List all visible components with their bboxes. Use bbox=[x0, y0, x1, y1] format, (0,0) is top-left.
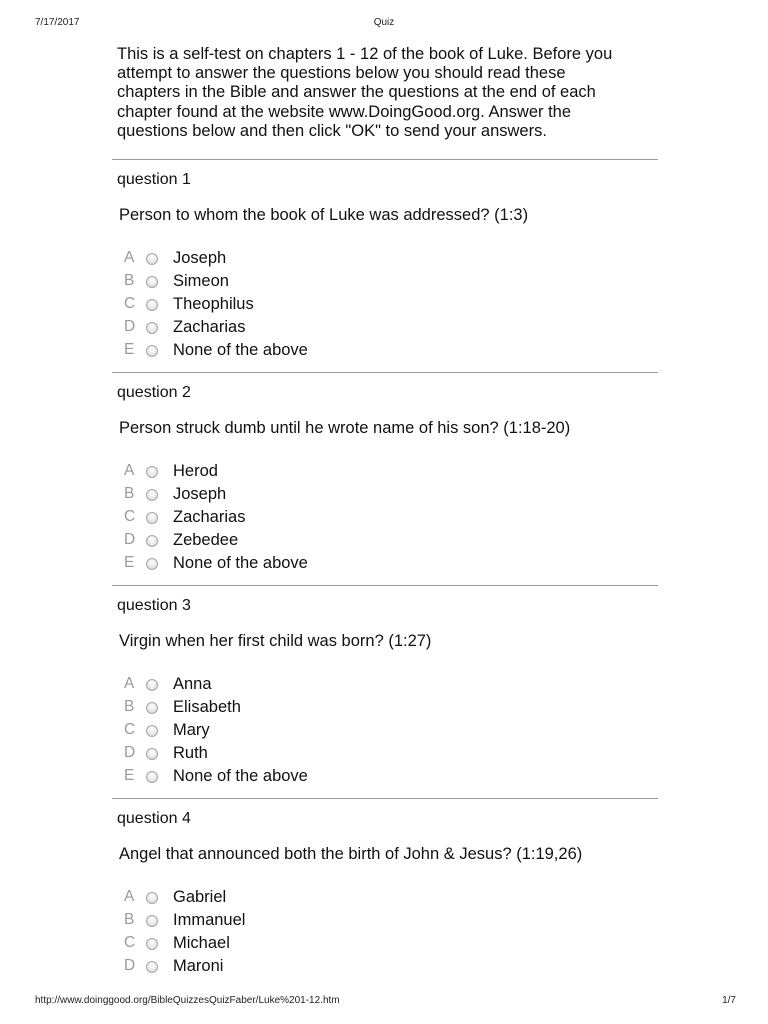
option-text: Theophilus bbox=[173, 295, 254, 313]
answer-option-a[interactable] bbox=[124, 462, 524, 485]
option-letter: E bbox=[124, 341, 135, 358]
radio-button[interactable] bbox=[146, 771, 158, 783]
radio-button[interactable] bbox=[146, 938, 158, 950]
answer-option-e[interactable] bbox=[124, 554, 524, 577]
page-url: http://www.doinggood.org/BibleQuizzesQuizFaber/Luke%201-12.htm bbox=[35, 995, 340, 1006]
radio-button[interactable] bbox=[146, 702, 158, 714]
question-block-4 bbox=[112, 798, 658, 981]
intro-line: chapter found at the website www.DoingGood.org. Answer the bbox=[117, 102, 572, 121]
page-number: 1/7 bbox=[722, 995, 736, 1006]
answer-option-b[interactable] bbox=[124, 911, 524, 934]
intro-line: questions below and then click "OK" to send your answers. bbox=[117, 121, 547, 140]
option-letter: C bbox=[124, 295, 136, 312]
question-text: Person to whom the book of Luke was addressed? (1:3) bbox=[119, 206, 529, 224]
option-text: Zacharias bbox=[173, 318, 246, 336]
question-label: question 4 bbox=[117, 810, 191, 827]
radio-button[interactable] bbox=[146, 489, 158, 501]
answer-options bbox=[124, 675, 524, 790]
answer-option-d[interactable] bbox=[124, 318, 524, 341]
answer-option-c[interactable] bbox=[124, 934, 524, 957]
option-text: Joseph bbox=[173, 249, 227, 267]
answer-option-a[interactable] bbox=[124, 888, 524, 911]
print-header bbox=[0, 17, 768, 31]
answer-option-c[interactable] bbox=[124, 721, 524, 744]
option-letter: C bbox=[124, 508, 136, 525]
option-letter: D bbox=[124, 957, 136, 974]
radio-button[interactable] bbox=[146, 322, 158, 334]
radio-button[interactable] bbox=[146, 535, 158, 547]
print-date: 7/17/2017 bbox=[35, 17, 80, 28]
question-text: Virgin when her first child was born? (1:27) bbox=[119, 632, 432, 650]
print-page-title: Quiz bbox=[373, 17, 395, 28]
option-text: Mary bbox=[173, 721, 210, 739]
answer-options bbox=[124, 249, 524, 364]
option-text: Simeon bbox=[173, 272, 229, 290]
answer-option-e[interactable] bbox=[124, 341, 524, 364]
answer-option-c[interactable] bbox=[124, 508, 524, 531]
question-block-1 bbox=[112, 159, 658, 372]
question-label: question 2 bbox=[117, 384, 191, 401]
option-text: Gabriel bbox=[173, 888, 227, 906]
option-text: Anna bbox=[173, 675, 212, 693]
option-letter: D bbox=[124, 318, 136, 335]
option-text: None of the above bbox=[173, 554, 308, 572]
answer-option-c[interactable] bbox=[124, 295, 524, 318]
option-text: Joseph bbox=[173, 485, 227, 503]
option-letter: B bbox=[124, 911, 135, 928]
question-text: Person struck dumb until he wrote name of his son? (1:18-20) bbox=[119, 419, 571, 437]
answer-option-b[interactable] bbox=[124, 698, 524, 721]
radio-button[interactable] bbox=[146, 558, 158, 570]
option-text: Ruth bbox=[173, 744, 208, 762]
option-letter: A bbox=[124, 249, 135, 266]
option-letter: D bbox=[124, 744, 136, 761]
option-letter: D bbox=[124, 531, 136, 548]
radio-button[interactable] bbox=[146, 466, 158, 478]
answer-option-d[interactable] bbox=[124, 531, 524, 554]
option-text: None of the above bbox=[173, 767, 308, 785]
answer-option-d[interactable] bbox=[124, 744, 524, 767]
quiz-intro bbox=[117, 45, 657, 141]
option-letter: E bbox=[124, 767, 135, 784]
question-label: question 3 bbox=[117, 597, 191, 614]
intro-line: attempt to answer the questions below you should read these bbox=[117, 64, 566, 83]
question-text: Angel that announced both the birth of John & Jesus? (1:19,26) bbox=[119, 845, 583, 863]
question-block-2 bbox=[112, 372, 658, 585]
answer-option-b[interactable] bbox=[124, 485, 524, 508]
option-letter: A bbox=[124, 462, 135, 479]
option-letter: E bbox=[124, 554, 135, 571]
radio-button[interactable] bbox=[146, 345, 158, 357]
option-letter: C bbox=[124, 934, 136, 951]
radio-button[interactable] bbox=[146, 512, 158, 524]
answer-option-e[interactable] bbox=[124, 767, 524, 790]
answer-option-a[interactable] bbox=[124, 249, 524, 272]
radio-button[interactable] bbox=[146, 915, 158, 927]
option-letter: A bbox=[124, 675, 135, 692]
option-text: Zebedee bbox=[173, 531, 239, 549]
radio-button[interactable] bbox=[146, 892, 158, 904]
radio-button[interactable] bbox=[146, 748, 158, 760]
option-text: Maroni bbox=[173, 957, 224, 975]
radio-button[interactable] bbox=[146, 679, 158, 691]
option-text: None of the above bbox=[173, 341, 308, 359]
option-letter: B bbox=[124, 485, 135, 502]
answer-option-d[interactable] bbox=[124, 957, 524, 980]
option-text: Herod bbox=[173, 462, 218, 480]
question-block-3 bbox=[112, 585, 658, 798]
answer-option-a[interactable] bbox=[124, 675, 524, 698]
option-letter: A bbox=[124, 888, 135, 905]
radio-button[interactable] bbox=[146, 725, 158, 737]
intro-line: This is a self-test on chapters 1 - 12 of the book of Luke. Before you bbox=[117, 45, 613, 63]
option-text: Michael bbox=[173, 934, 230, 952]
radio-button[interactable] bbox=[146, 276, 158, 288]
radio-button[interactable] bbox=[146, 253, 158, 265]
answer-options bbox=[124, 462, 524, 577]
option-letter: B bbox=[124, 698, 135, 715]
intro-line: chapters in the Bible and answer the questions at the end of each bbox=[117, 83, 596, 102]
question-label: question 1 bbox=[117, 171, 191, 188]
answer-options bbox=[124, 888, 524, 980]
option-text: Elisabeth bbox=[173, 698, 241, 716]
answer-option-b[interactable] bbox=[124, 272, 524, 295]
radio-button[interactable] bbox=[146, 299, 158, 311]
option-letter: C bbox=[124, 721, 136, 738]
print-footer bbox=[0, 995, 768, 1009]
option-letter: B bbox=[124, 272, 135, 289]
radio-button[interactable] bbox=[146, 961, 158, 973]
option-text: Zacharias bbox=[173, 508, 246, 526]
option-text: Immanuel bbox=[173, 911, 246, 929]
